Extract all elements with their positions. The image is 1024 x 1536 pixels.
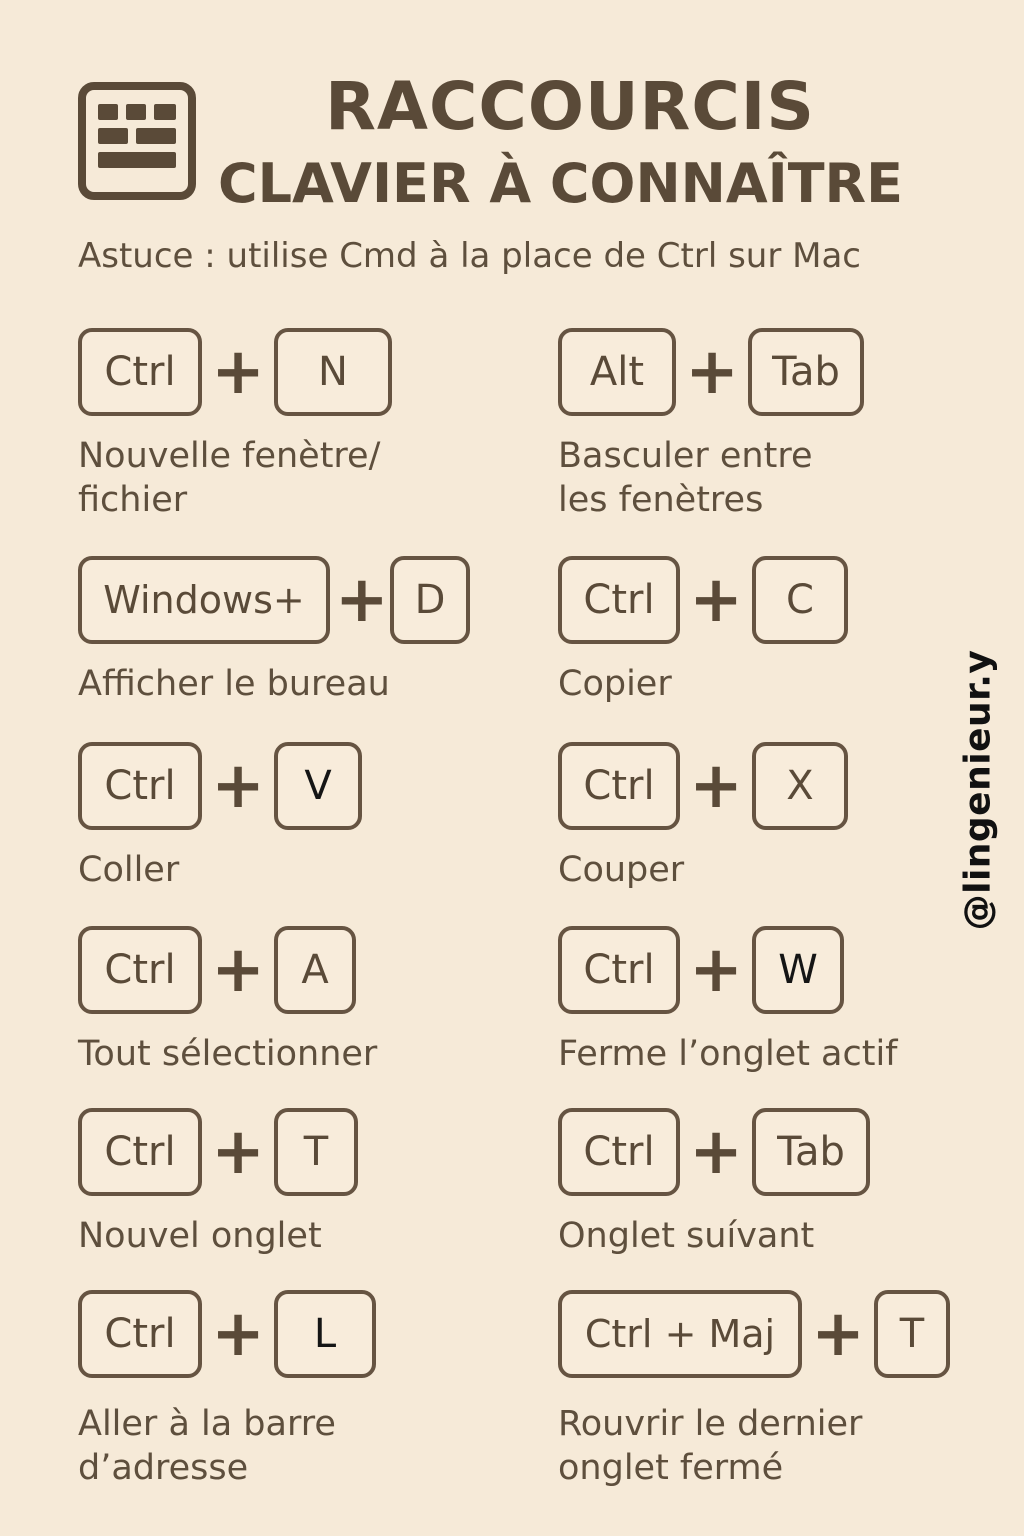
plus-sign: + xyxy=(211,335,265,409)
key-combo xyxy=(558,742,848,830)
shortcut-description: Couper xyxy=(558,850,685,890)
shortcut-item xyxy=(558,1290,950,1490)
key-n: N xyxy=(274,328,392,416)
key-a: A xyxy=(274,926,356,1014)
key-combo xyxy=(78,1108,358,1196)
key-ctrl: Ctrl xyxy=(78,742,202,830)
shortcut-description: Coller xyxy=(78,850,180,890)
plus-sign: + xyxy=(211,933,265,1007)
plus-sign: + xyxy=(811,1297,865,1371)
key-c: C xyxy=(752,556,848,644)
key-ctrl: Ctrl xyxy=(78,1108,202,1196)
shortcut-item xyxy=(78,556,470,706)
shortcut-description: Afficher le bureau xyxy=(78,664,390,704)
plus-sign: + xyxy=(685,335,739,409)
key-combo xyxy=(78,556,470,644)
plus-sign: + xyxy=(689,749,743,823)
plus-sign: + xyxy=(335,563,389,637)
tip-text: Astuce : utilise Cmd à la place de Ctrl sur Mac xyxy=(78,236,861,276)
key-ctrl-maj: Ctrl + Maj xyxy=(558,1290,802,1378)
key-t: T xyxy=(874,1290,950,1378)
key-tab: Tab xyxy=(752,1108,870,1196)
key-ctrl: Ctrl xyxy=(558,556,680,644)
shortcut-description: Nouvel onglet xyxy=(78,1216,322,1256)
page-subtitle: CLAVIER À CONNAÎTRE xyxy=(218,152,904,215)
shortcut-item xyxy=(558,1108,870,1258)
shortcut-item xyxy=(558,926,898,1076)
keyboard-icon xyxy=(78,82,196,200)
key-ctrl: Ctrl xyxy=(558,926,680,1014)
shortcut-item xyxy=(78,1108,358,1258)
page-title: RACCOURCIS xyxy=(325,68,815,145)
key-v: V xyxy=(274,742,362,830)
key-w: W xyxy=(752,926,844,1014)
plus-sign: + xyxy=(689,563,743,637)
key-ctrl: Ctrl xyxy=(78,926,202,1014)
shortcut-description: Onglet suívant xyxy=(558,1216,815,1256)
plus-sign: + xyxy=(211,1115,265,1189)
key-combo xyxy=(558,1108,870,1196)
shortcut-description: Ferme l’onglet actif xyxy=(558,1034,898,1074)
key-tab: Tab xyxy=(748,328,864,416)
key-l: L xyxy=(274,1290,376,1378)
shortcut-description: Rouvrir le dernier onglet fermé xyxy=(558,1404,863,1488)
shortcut-description: Tout sélectionner xyxy=(78,1034,378,1074)
key-ctrl: Ctrl xyxy=(78,328,202,416)
shortcut-item xyxy=(78,1290,376,1490)
shortcut-item xyxy=(78,742,362,892)
shortcut-description: Nouvelle fenètre/ fichier xyxy=(78,436,381,520)
shortcut-description: Copier xyxy=(558,664,672,704)
shortcut-item xyxy=(558,742,848,892)
key-d: D xyxy=(390,556,470,644)
key-combo xyxy=(78,742,362,830)
key-t: T xyxy=(274,1108,358,1196)
key-alt: Alt xyxy=(558,328,676,416)
key-combo xyxy=(78,328,392,416)
plus-sign: + xyxy=(689,1115,743,1189)
key-combo xyxy=(558,556,848,644)
key-combo xyxy=(78,926,377,1014)
shortcut-description: Aller à la barre d’adresse xyxy=(78,1404,336,1488)
key-combo xyxy=(558,926,898,1014)
watermark-handle: @lingenieur.y xyxy=(957,649,999,931)
shortcut-item xyxy=(78,328,392,522)
shortcut-description: Basculer entre les fenètres xyxy=(558,436,813,520)
key-x: X xyxy=(752,742,848,830)
key-combo xyxy=(558,1290,950,1378)
key-ctrl: Ctrl xyxy=(558,1108,680,1196)
key-combo xyxy=(558,328,864,416)
key-ctrl: Ctrl xyxy=(558,742,680,830)
shortcut-item xyxy=(78,926,377,1076)
key-combo xyxy=(78,1290,376,1378)
shortcut-item xyxy=(558,556,848,706)
key-windows: Windows+ xyxy=(78,556,330,644)
plus-sign: + xyxy=(211,749,265,823)
shortcut-item xyxy=(558,328,864,522)
key-ctrl: Ctrl xyxy=(78,1290,202,1378)
plus-sign: + xyxy=(211,1297,265,1371)
plus-sign: + xyxy=(689,933,743,1007)
